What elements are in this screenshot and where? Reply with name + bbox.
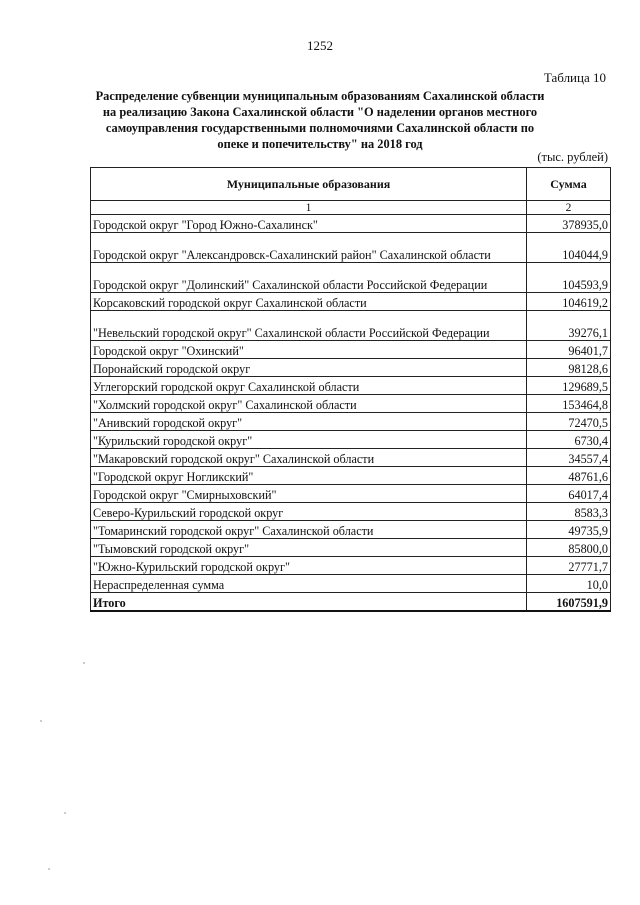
scan-speck [83, 662, 85, 664]
sum-cell: 72470,5 [527, 413, 611, 431]
table-row [91, 413, 611, 431]
municipality-cell: Городской округ "Смирныховский" [91, 485, 527, 503]
sum-cell: 27771,7 [527, 557, 611, 575]
scan-speck [64, 812, 66, 814]
municipality-cell: Поронайский городской округ [91, 359, 527, 377]
municipality-cell: Северо-Курильский городской округ [91, 503, 527, 521]
municipality-cell: Городской округ "Охинский" [91, 341, 527, 359]
table-row [91, 521, 611, 539]
table-row [91, 377, 611, 395]
sum-cell: 49735,9 [527, 521, 611, 539]
table-row [91, 467, 611, 485]
subvention-table [90, 167, 611, 612]
column-number-2: 2 [527, 201, 611, 215]
sum-cell: 85800,0 [527, 539, 611, 557]
municipality-cell: "Курильский городской округ" [91, 431, 527, 449]
sum-cell: 104619,2 [527, 293, 611, 311]
table-header-row [91, 168, 611, 201]
municipality-cell: "Томаринский городской округ" Сахалинской области [91, 521, 527, 539]
municipality-cell: Корсаковский городской округ Сахалинской области [91, 293, 527, 311]
table-row [91, 539, 611, 557]
header-sum: Сумма [527, 168, 611, 201]
document-title: Распределение субвенции муниципальным образованиям Сахалинской области на реализацию Закона Сахалинской области "О наделении органов местного самоуправления государственными полномочиями Сахалинской области по опеке и попечительству" на 2018 год [95, 89, 545, 151]
table-row [91, 449, 611, 467]
sum-cell: 96401,7 [527, 341, 611, 359]
municipality-cell: "Макаровский городской округ" Сахалинской области [91, 449, 527, 467]
scan-speck [48, 868, 50, 870]
column-number-row [91, 201, 611, 215]
municipality-cell: Городской округ "Город Южно-Сахалинск" [91, 215, 527, 233]
sum-cell: 129689,5 [527, 377, 611, 395]
scan-speck [40, 720, 42, 722]
sum-cell: 104593,9 [527, 263, 611, 293]
table-row [91, 293, 611, 311]
sum-cell: 39276,1 [527, 311, 611, 341]
table-row [91, 311, 611, 341]
total-row [91, 593, 611, 612]
table-row [91, 431, 611, 449]
municipality-cell: "Невельский городской округ" Сахалинской области Российской Федерации [91, 311, 527, 341]
sum-cell: 6730,4 [527, 431, 611, 449]
table-row [91, 341, 611, 359]
table-row [91, 485, 611, 503]
sum-cell: 10,0 [527, 575, 611, 593]
municipality-cell: Углегорский городской округ Сахалинской области [91, 377, 527, 395]
municipality-cell: Городской округ "Долинский" Сахалинской области Российской Федерации [91, 263, 527, 293]
table-label: Таблица 10 [543, 70, 606, 85]
table-row [91, 557, 611, 575]
units-label: (тыс. рублей) [537, 150, 608, 164]
table-row [91, 215, 611, 233]
municipality-cell: "Южно-Курильский городской округ" [91, 557, 527, 575]
municipality-cell: "Городской округ Ногликский" [91, 467, 527, 485]
column-number-1: 1 [91, 201, 527, 215]
sum-cell: 378935,0 [527, 215, 611, 233]
table-row [91, 575, 611, 593]
sum-cell: 98128,6 [527, 359, 611, 377]
sum-cell: 64017,4 [527, 485, 611, 503]
table-row [91, 503, 611, 521]
total-label: Итого [91, 593, 527, 612]
table-row [91, 263, 611, 293]
sum-cell: 8583,3 [527, 503, 611, 521]
municipality-cell: "Холмский городской округ" Сахалинской области [91, 395, 527, 413]
municipality-cell: Нераспределенная сумма [91, 575, 527, 593]
municipality-cell: "Анивский городской округ" [91, 413, 527, 431]
municipality-cell: "Тымовский городской округ" [91, 539, 527, 557]
table-row [91, 395, 611, 413]
sum-cell: 48761,6 [527, 467, 611, 485]
sum-cell: 153464,8 [527, 395, 611, 413]
page-number: 1252 [307, 38, 333, 53]
table-row [91, 233, 611, 263]
table-row [91, 359, 611, 377]
municipality-cell: Городской округ "Александровск-Сахалинский район" Сахалинской области [91, 233, 527, 263]
sum-cell: 104044,9 [527, 233, 611, 263]
header-municipality: Муниципальные образования [91, 168, 527, 201]
total-sum: 1607591,9 [527, 593, 611, 612]
sum-cell: 34557,4 [527, 449, 611, 467]
